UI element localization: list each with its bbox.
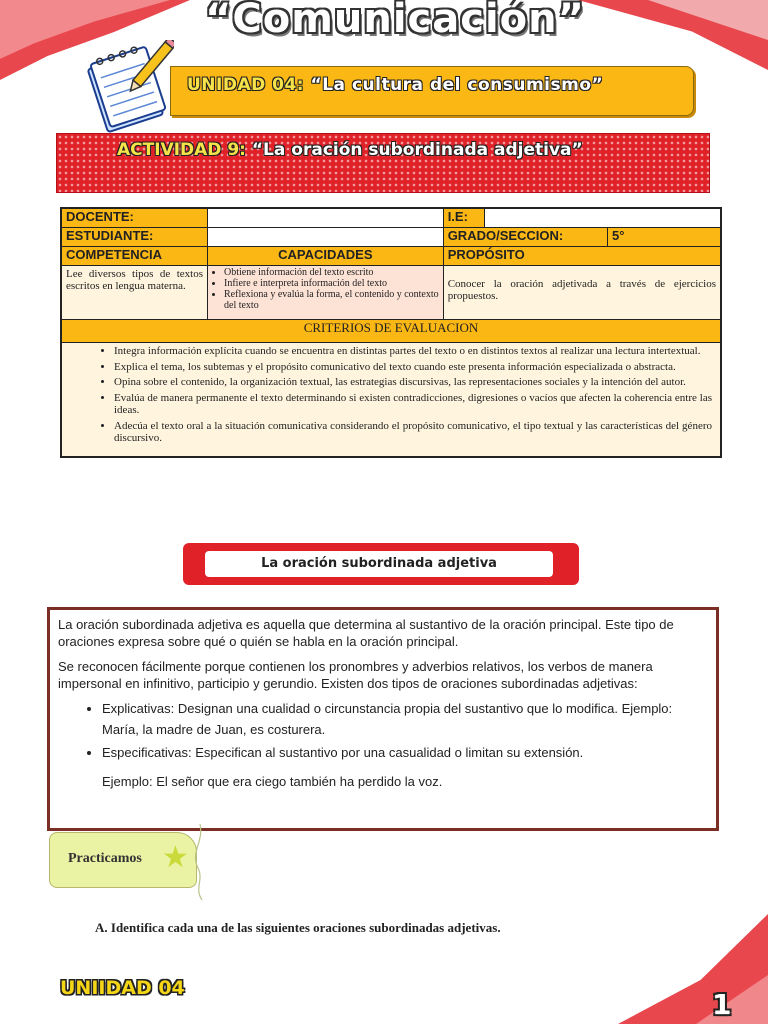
criterio-item: • Evalúa de manera permanente el texto determinando si existen contradicciones, digresiones o vacíos que afecten la coherencia entre las ideas. [114,392,712,417]
activity-banner [56,133,710,193]
page-title: “Comunicación” [205,0,585,42]
types-list [58,700,708,790]
type-item [102,700,708,738]
capacidad-item: • Reflexiona y evalúa la forma, el contenido y contexto del texto [224,289,439,311]
ie-label: I.E: [443,208,484,228]
unit-banner-text [187,75,603,95]
practice-instruction: A. Identifica cada una de las siguientes oraciones subordinadas adjetivas. [95,920,501,935]
criterios-body [61,343,721,457]
criterio-item: • Adecúa el texto oral a la situación comunicativa considerando el propósito comunicativo, el tipo textual y las características del género discursivo. [114,420,712,445]
practice-tag-label: Practicamos [68,851,142,866]
activity-banner-text [117,140,583,160]
capacidad-item: • Obtiene información del texto escrito [224,267,439,278]
string-decoration-icon [180,822,220,902]
section-title: La oración subordinada adjetiva [205,551,553,577]
criterio-item: • Integra información explícita cuando se encuentra en distintas partes del texto o en distintos textos al realizar una lectura intertextual. [114,345,712,358]
proposito-cell: Conocer la oración adjetivada a través de ejercicios propuestos. [443,266,721,320]
ie-field[interactable] [484,208,721,228]
type-item-text: Especificativas: Especifican al sustantivo por una casualidad o limitan su extensión. [102,745,584,760]
capacidad-item: • Infiere e interpreta información del texto [224,278,439,289]
criterios-header: CRITERIOS DE EVALUACION [61,320,721,343]
type-item [102,744,708,790]
section-title-box [183,543,579,585]
criterio-item: • Opina sobre el contenido, la organización textual, las estrategias discursivas, las representaciones sociales y la intención del autor. [114,376,712,389]
proposito-header: PROPÓSITO [443,247,721,266]
info-table [60,207,722,458]
unit-banner [170,66,694,116]
type-item-text: Explicativas: Designan una cualidad o circunstancia propia del sustantivo que lo modifica. Ejemplo: [102,701,673,716]
grado-field[interactable]: 5° [608,228,722,247]
activity-label: ACTIVIDAD 9: [117,140,246,160]
practice-tag [49,832,197,888]
notepad-pencil-icon [82,40,174,134]
capacidades-header: CAPACIDADES [208,247,444,266]
page-number: 1 [712,988,732,1021]
estudiante-field[interactable] [208,228,444,247]
content-paragraph: Se reconocen fácilmente porque contienen los pronombres y adverbios relativos, los verbos de manera impersonal en infinitivo, participio y gerundio. Existen dos tipos de oraciones subordinadas adjetivas: [58,659,653,691]
capacidades-cell [208,266,444,320]
footer-unit-label: UNIIDAD 04 [60,977,185,999]
star-icon: ★ [162,841,189,874]
type-example: Ejemplo: El señor que era ciego también ha perdido la voz. [102,774,443,789]
content-box [47,607,719,831]
competencia-header: COMPETENCIA [61,247,208,266]
criterios-list [70,345,712,445]
docente-field[interactable] [208,208,444,228]
activity-title: “La oración subordinada adjetiva” [245,140,583,160]
content-paragraph: La oración subordinada adjetiva es aquella que determina al sustantivo de la oración principal. Este tipo de oraciones expresa sobre qué o quién se habla en la oración principal. [58,617,674,649]
unit-title: “La cultura del consumismo” [304,75,604,95]
docente-label: DOCENTE: [61,208,208,228]
estudiante-label: ESTUDIANTE: [61,228,208,247]
criterio-item: • Explica el tema, los subtemas y el propósito comunicativo del texto cuando este presenta información especializada o abstracta. [114,361,712,374]
unit-label: UNIDAD 04: [187,75,305,95]
capacidades-list [212,267,439,311]
grado-label: GRADO/SECCION: [443,228,607,247]
competencia-cell: Lee diversos tipos de textos escritos en lengua materna. [61,266,208,320]
type-example: María, la madre de Juan, es costurera. [102,722,326,737]
